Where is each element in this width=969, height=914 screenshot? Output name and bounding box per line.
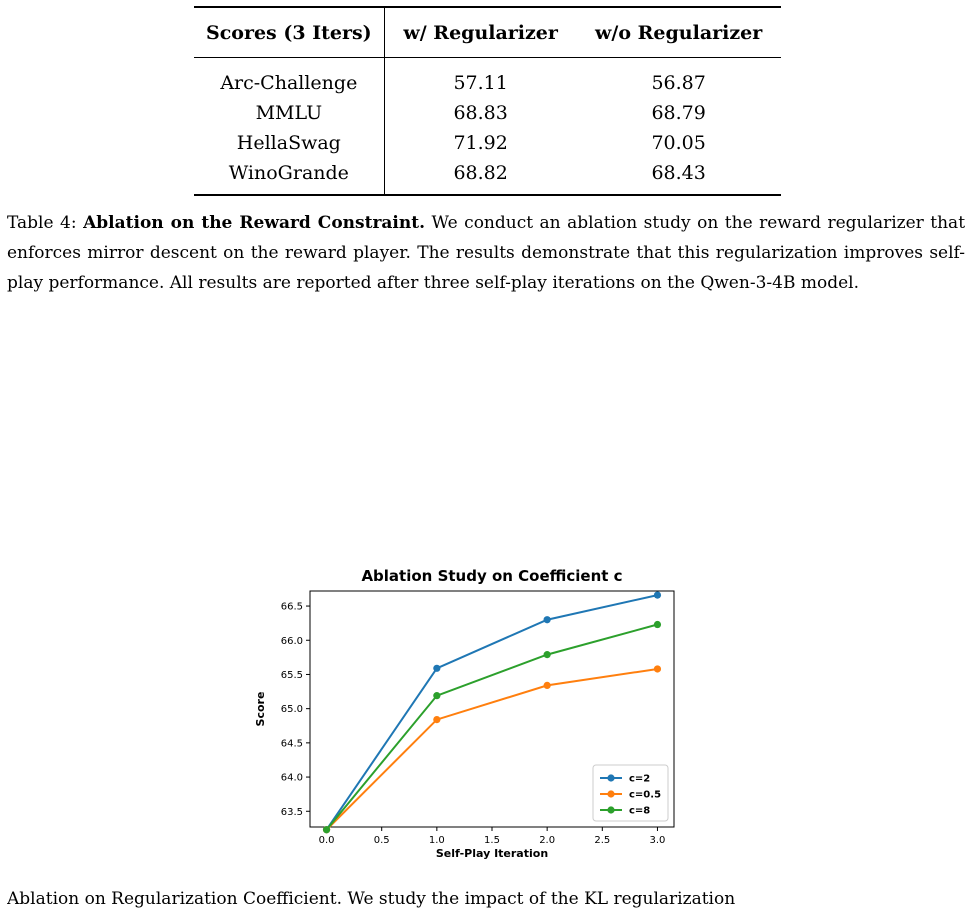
table-header-cell: w/ Regularizer xyxy=(403,21,558,44)
next-paragraph: Ablation on Regularization Coefficient. We study the impact of the KL regularization xyxy=(7,889,736,909)
table-cell: Arc-Challenge xyxy=(194,58,384,99)
x-tick-label: 1.0 xyxy=(428,835,445,846)
chart-title: Ablation Study on Coefficient c xyxy=(361,567,623,585)
table-cell: 56.87 xyxy=(651,72,706,94)
data-point xyxy=(654,621,661,628)
results-table xyxy=(194,6,781,196)
x-tick-label: 1.5 xyxy=(484,835,500,846)
x-tick-label: 2.5 xyxy=(594,835,611,846)
legend-label: c=8 xyxy=(629,805,651,817)
line-chart xyxy=(230,560,700,880)
table-header-cell: Scores (3 Iters) xyxy=(194,7,384,58)
table-row xyxy=(194,128,781,158)
data-point xyxy=(654,592,661,599)
x-tick-label: 0.0 xyxy=(318,835,335,846)
y-tick-label: 63.5 xyxy=(280,806,303,818)
data-point xyxy=(544,682,551,689)
legend-marker xyxy=(607,790,614,797)
caption-label: Table 4: xyxy=(7,213,77,233)
table-row xyxy=(194,58,781,99)
table-cell: 68.43 xyxy=(651,162,706,184)
table-cell: HellaSwag xyxy=(194,128,384,158)
table-caption xyxy=(7,208,965,298)
y-tick-label: 65.5 xyxy=(280,669,303,681)
table-cell: WinoGrande xyxy=(194,158,384,195)
y-tick-label: 64.5 xyxy=(280,738,303,750)
data-point xyxy=(544,616,551,623)
legend-marker xyxy=(607,774,614,781)
data-point xyxy=(323,826,330,833)
table-cell: 71.92 xyxy=(453,132,508,154)
x-axis-label: Self-Play Iteration xyxy=(435,847,549,860)
table-cell: 68.83 xyxy=(453,102,508,124)
x-tick-label: 3.0 xyxy=(649,835,666,846)
table-cell: MMLU xyxy=(194,98,384,128)
caption-text: We conduct an ablation study on the reward regularizer that enforces mirror descent on the reward player. The results demonstrate that this regularization improves self-play performance. All results are reported after three self-play iterations on the Qwen-3-4B model. xyxy=(7,213,966,293)
table-header-row xyxy=(194,7,781,58)
y-tick-label: 66.5 xyxy=(280,601,303,613)
y-tick-label: 64.0 xyxy=(280,772,303,784)
legend-label: c=2 xyxy=(629,773,651,785)
data-point xyxy=(544,651,551,658)
data-point xyxy=(654,665,661,672)
y-tick-label: 65.0 xyxy=(280,704,303,716)
caption-title: Ablation on the Reward Constraint. xyxy=(83,213,426,233)
y-axis-label: Score xyxy=(254,691,267,727)
x-tick-label: 0.5 xyxy=(373,835,390,846)
legend-label: c=0.5 xyxy=(629,789,662,801)
table-cell: 70.05 xyxy=(651,132,706,154)
table-cell: 68.79 xyxy=(651,102,706,124)
table-cell: 57.11 xyxy=(453,72,508,94)
y-tick-label: 66.0 xyxy=(280,635,303,647)
table-cell: 68.82 xyxy=(453,162,508,184)
table-row xyxy=(194,98,781,128)
data-point xyxy=(433,665,440,672)
data-point xyxy=(433,716,440,723)
legend-marker xyxy=(607,806,614,813)
x-tick-label: 2.0 xyxy=(539,835,556,846)
data-point xyxy=(433,692,440,699)
table-header-cell: w/o Regularizer xyxy=(595,21,763,44)
table-row xyxy=(194,158,781,195)
